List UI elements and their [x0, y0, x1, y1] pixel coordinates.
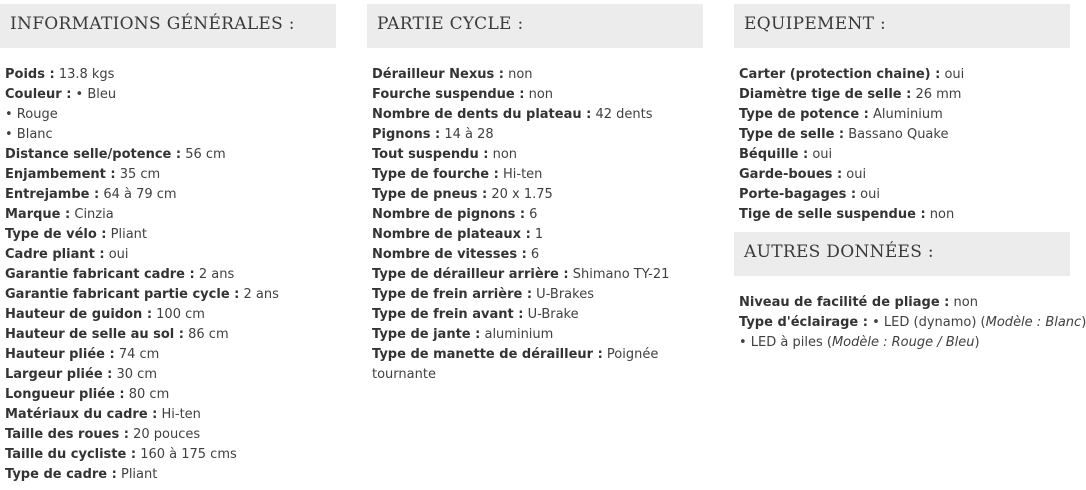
spec-row: [372, 185, 703, 205]
spec-row: [5, 125, 336, 145]
spec-value: non: [488, 147, 518, 162]
spec-value: oui: [940, 67, 965, 82]
spec-value: Pliant: [106, 227, 147, 242]
spec-row: [372, 105, 703, 125]
spec-value: Bassano Quake: [844, 127, 949, 142]
spec-value: • Bleu: [71, 87, 117, 102]
spec-value: 42 dents: [591, 107, 653, 122]
spec-label: Entrejambe :: [5, 187, 100, 202]
spec-row: [372, 305, 703, 325]
spec-row: [5, 85, 336, 105]
spec-model-note: Modèle : Rouge / Bleu: [831, 335, 975, 350]
spec-label: Cadre pliant :: [5, 247, 105, 262]
spec-value: 2 ans: [194, 267, 235, 282]
spec-row: [5, 345, 336, 365]
spec-label: Poids :: [5, 67, 55, 82]
spec-value: Hi-ten: [157, 407, 201, 422]
spec-label: Tout suspendu :: [372, 147, 489, 162]
spec-label: Porte-bagages :: [739, 187, 857, 202]
spec-value: 100 cm: [152, 307, 205, 322]
spec-value: Poignée tournante: [372, 347, 659, 382]
spec-row: [372, 205, 703, 225]
spec-value: non: [503, 67, 533, 82]
spec-list: [0, 65, 336, 485]
spec-row: [739, 313, 1086, 333]
spec-value: Hi-ten: [498, 167, 543, 182]
spec-label: Largeur pliée :: [5, 367, 113, 382]
spec-list: [734, 65, 1070, 225]
spec-label: Type de frein arrière :: [372, 287, 533, 302]
spec-label: Taille des roues :: [5, 427, 129, 442]
spec-row: [739, 165, 1070, 185]
spec-row: [739, 205, 1070, 225]
spec-value: 86 cm: [184, 327, 229, 342]
spec-row: [739, 125, 1070, 145]
spec-row: [372, 65, 703, 85]
spec-row: [5, 105, 336, 125]
spec-value: • Blanc: [5, 127, 53, 142]
spec-row: [5, 325, 336, 345]
spec-value-suffix: ): [1081, 315, 1086, 330]
spec-label: Matériaux du cadre :: [5, 407, 158, 422]
spec-model-note: Modèle : Blanc: [985, 315, 1082, 330]
spec-value: 13.8 kgs: [54, 67, 115, 82]
spec-label: Type de cadre :: [5, 467, 117, 482]
spec-row: [372, 345, 672, 385]
spec-value: 80 cm: [124, 387, 170, 402]
spec-value: non: [524, 87, 554, 102]
spec-row: [5, 265, 336, 285]
spec-value: U-Brakes: [532, 287, 594, 302]
spec-label: Nombre de plateaux :: [372, 227, 531, 242]
spec-label: Tige de selle suspendue :: [739, 207, 926, 222]
spec-label: Marque :: [5, 207, 71, 222]
spec-value: 56 cm: [181, 147, 226, 162]
spec-label: Type de dérailleur arrière :: [372, 267, 569, 282]
spec-row: [5, 385, 336, 405]
spec-value: 1: [530, 227, 544, 242]
spec-row: [372, 85, 703, 105]
spec-value: 6: [525, 207, 538, 222]
spec-label: Type de potence :: [739, 107, 869, 122]
spec-row: [372, 265, 703, 285]
spec-value: Shimano TY-21: [568, 267, 670, 282]
spec-row: [5, 465, 336, 485]
spec-row: [372, 125, 703, 145]
spec-label: Type de selle :: [739, 127, 845, 142]
spec-label: Hauteur de guidon :: [5, 307, 153, 322]
spec-row: [739, 105, 1070, 125]
spec-value: non: [949, 295, 978, 310]
spec-value: oui: [104, 247, 129, 262]
spec-row: [5, 65, 336, 85]
spec-list: [734, 293, 1086, 353]
spec-label: Distance selle/potence :: [5, 147, 182, 162]
spec-label: Pignons :: [372, 127, 441, 142]
spec-row: [5, 205, 336, 225]
spec-label: Type de vélo :: [5, 227, 107, 242]
spec-value: 64 à 79 cm: [99, 187, 177, 202]
spec-row: [5, 145, 336, 165]
spec-label: Béquille :: [739, 147, 809, 162]
spec-row: [5, 365, 336, 385]
column-partie-cycle: [367, 4, 703, 385]
spec-row: [5, 425, 336, 445]
column-equipement: [734, 4, 1086, 353]
spec-value: oui: [842, 167, 867, 182]
spec-row: [739, 185, 1070, 205]
spec-label: Garantie fabricant partie cycle :: [5, 287, 240, 302]
spec-label: Longueur pliée :: [5, 387, 125, 402]
spec-label: Type de jante :: [372, 327, 481, 342]
spec-value: non: [925, 207, 955, 222]
spec-row: [739, 145, 1070, 165]
spec-label: Enjambement :: [5, 167, 116, 182]
spec-row: [739, 65, 1070, 85]
spec-row: [5, 405, 336, 425]
spec-label: Fourche suspendue :: [372, 87, 525, 102]
spec-value: 2 ans: [239, 287, 279, 302]
spec-label: Nombre de dents du plateau :: [372, 107, 592, 122]
column-informations-generales: [0, 4, 336, 485]
spec-label: Type de manette de dérailleur :: [372, 347, 603, 362]
spec-value: oui: [808, 147, 833, 162]
spec-label: Type de pneus :: [372, 187, 488, 202]
spec-row: [372, 325, 703, 345]
spec-label: Niveau de facilité de pliage :: [739, 295, 950, 310]
spec-row: [5, 185, 336, 205]
section-header: INFORMATIONS GÉNÉRALES :: [0, 4, 336, 48]
spec-row: [5, 165, 336, 185]
spec-row: [5, 245, 336, 265]
spec-label: Nombre de vitesses :: [372, 247, 527, 262]
spec-value: 26 mm: [911, 87, 962, 102]
spec-value: U-Brake: [523, 307, 579, 322]
spec-value: 14 à 28: [440, 127, 494, 142]
spec-value: • Rouge: [5, 107, 58, 122]
spec-list: [367, 65, 703, 385]
spec-row: [739, 85, 1070, 105]
spec-row: [5, 445, 336, 465]
spec-value: • LED à piles (: [739, 335, 832, 350]
spec-row: [5, 285, 336, 305]
spec-label: Type de frein avant :: [372, 307, 524, 322]
spec-label: Couleur :: [5, 87, 72, 102]
spec-label: Type d'éclairage :: [739, 315, 868, 330]
spec-label: Hauteur pliée :: [5, 347, 115, 362]
spec-row: [372, 165, 703, 185]
section-header: PARTIE CYCLE :: [367, 4, 703, 48]
section-header: EQUIPEMENT :: [734, 4, 1070, 48]
spec-label: Garde-boues :: [739, 167, 843, 182]
spec-row: [5, 305, 336, 325]
spec-label: Dérailleur Nexus :: [372, 67, 504, 82]
spec-value: aluminium: [480, 327, 554, 342]
spec-row: [739, 293, 1070, 313]
spec-label: Hauteur de selle au sol :: [5, 327, 184, 342]
spec-value: 74 cm: [114, 347, 160, 362]
spec-value: Pliant: [116, 467, 158, 482]
spec-value: 160 à 175 cms: [136, 447, 237, 462]
spec-value-suffix: ): [974, 335, 980, 350]
spec-row: [5, 225, 336, 245]
spec-value: Aluminium: [868, 107, 943, 122]
spec-value: Cinzia: [70, 207, 114, 222]
spec-value: 6: [526, 247, 540, 262]
spec-label: Taille du cycliste :: [5, 447, 137, 462]
spec-value: oui: [856, 187, 880, 202]
spec-row: [372, 225, 703, 245]
spec-label: Type de fourche :: [372, 167, 499, 182]
section-header: AUTRES DONNÉES :: [734, 232, 1070, 276]
spec-label: Carter (protection chaine) :: [739, 67, 941, 82]
spec-label: Diamètre tige de selle :: [739, 87, 912, 102]
spec-row: [372, 145, 703, 165]
spec-value: 20 x 1.75: [487, 187, 553, 202]
spec-row: [372, 245, 703, 265]
spec-value: 20 pouces: [128, 427, 201, 442]
spec-label: Garantie fabricant cadre :: [5, 267, 195, 282]
spec-value: 35 cm: [115, 167, 161, 182]
spec-label: Nombre de pignons :: [372, 207, 526, 222]
spec-value: 30 cm: [112, 367, 157, 382]
spec-value: • LED (dynamo) (: [867, 315, 986, 330]
spec-row: [372, 285, 703, 305]
spec-row: [739, 333, 1070, 353]
